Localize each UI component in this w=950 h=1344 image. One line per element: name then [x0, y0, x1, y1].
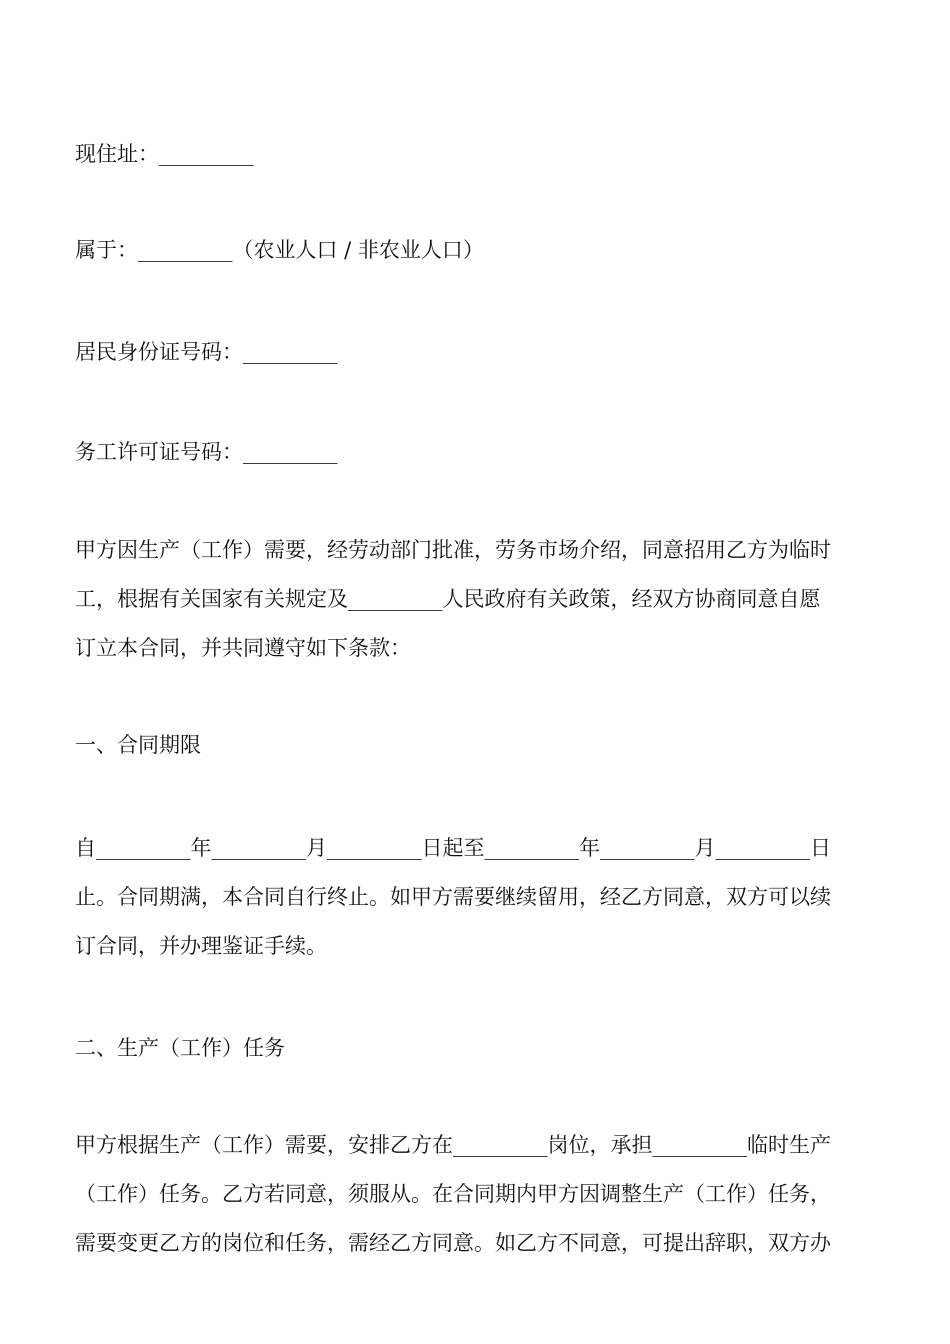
work-permit-field: 务工许可证号码：_________ — [75, 440, 338, 464]
intro-line: 订立本合同，并共同遵守如下条款： — [75, 636, 411, 660]
production-task-line: 需要变更乙方的岗位和任务，需经乙方同意。如乙方不同意，可提出辞职，双方办 — [75, 1231, 831, 1255]
section-heading-contract-term: 一、合同期限 — [75, 733, 201, 757]
contract-term-paragraph — [75, 824, 880, 971]
intro-line: 甲方因生产（工作）需要，经劳动部门批准，劳务市场介绍，同意招用乙方为临时 — [75, 538, 831, 562]
contract-term-line: 止。合同期满，本合同自行终止。如甲方需要继续留用，经乙方同意，双方可以续 — [75, 885, 831, 909]
contract-intro-paragraph — [75, 526, 880, 673]
contract-term-line: 订合同，并办理鉴证手续。 — [75, 934, 327, 958]
production-task-line: 甲方根据生产（工作）需要，安排乙方在_________岗位，承担_________临时生产 — [75, 1133, 831, 1157]
contract-term-line: 自_________年_________月_________日起至_________年_________月_________日 — [75, 836, 831, 860]
section-heading-production-task: 二、生产（工作）任务 — [75, 1036, 285, 1060]
production-task-line: （工作）任务。乙方若同意，须服从。在合同期内甲方因调整生产（工作）任务， — [75, 1182, 831, 1206]
population-type-field: 属于：_________（农业人口 / 非农业人口） — [75, 238, 484, 262]
current-address-field: 现住址：_________ — [75, 142, 254, 166]
production-task-paragraph — [75, 1121, 880, 1268]
intro-line: 工，根据有关国家有关规定及_________人民政府有关政策，经双方协商同意自愿 — [75, 587, 821, 611]
resident-id-field: 居民身份证号码：_________ — [75, 340, 338, 364]
